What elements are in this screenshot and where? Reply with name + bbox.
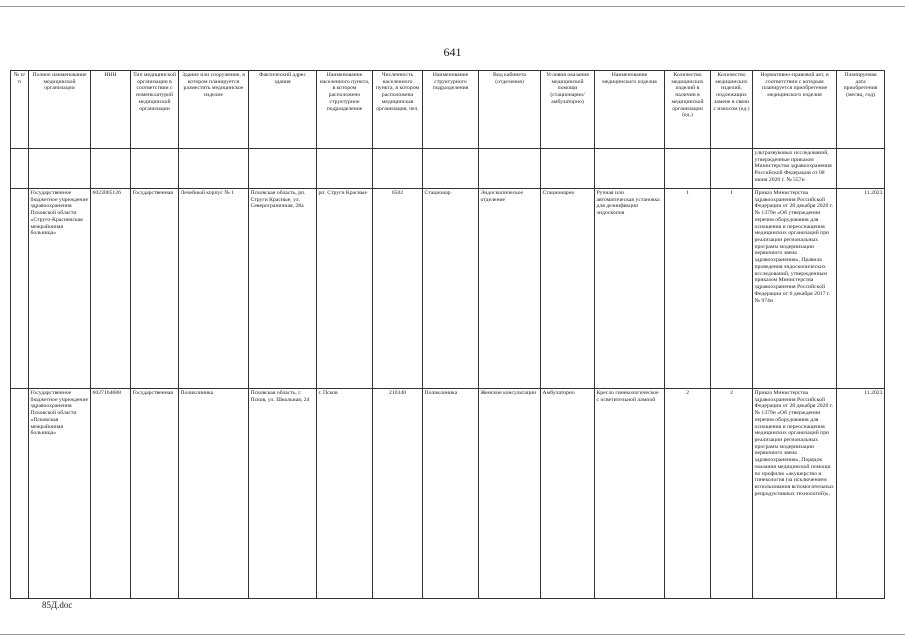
cell-population: 6502 bbox=[373, 189, 423, 389]
cell-qty-replace: 2 bbox=[711, 389, 753, 599]
column-header: Количество медицинских изделий, подлежащих замене в связи с износом (ед.) bbox=[711, 71, 753, 149]
cell-address: Псковская область, г. Псков, ул. Школьная, 24 bbox=[249, 389, 317, 599]
cell-qty-have: 2 bbox=[665, 389, 711, 599]
column-header: Фактический адрес здания bbox=[249, 71, 317, 149]
cell-room: Женские консультации bbox=[479, 389, 541, 599]
cell-building: Поликлиника bbox=[179, 389, 249, 599]
table-row bbox=[11, 189, 885, 389]
cell-device: Ручная или автоматическая установка для дезинфекции эндоскопов bbox=[595, 189, 665, 389]
scan-edge-top bbox=[0, 6, 905, 7]
column-header: № п/п bbox=[11, 71, 29, 149]
cell-room: Эндоскопическое отделение bbox=[479, 189, 541, 389]
cell-act: Приказ Министерства здравоохранения Российской Федерации от 28 декабря 2020 г. № 1379н «Об утверждении перечня оборудования для оснащения и переоснащения медицинских организаций при реализации региональных программ модернизации первичного звена здравоохранения», Правила проведения эндоскопических исследований, утвержденным приказом Министерства здравоохранения Российской Федерации от 6 декабря 2017 г. № 974н bbox=[753, 189, 837, 389]
cell-qty-replace: 1 bbox=[711, 189, 753, 389]
table-row bbox=[11, 389, 885, 599]
column-header: Здание или сооружение, в котором планируется разместить медицинское изделие bbox=[179, 71, 249, 149]
cell-settlement: г. Псков bbox=[317, 389, 373, 599]
column-header: Тип медицинской организации в соответствии с номенклатурой медицинской организации bbox=[131, 71, 179, 149]
column-header: Наименование структурного подразделения bbox=[423, 71, 479, 149]
column-header: Численность населенного пункта, в котором расположена медицинская организация, чел. bbox=[373, 71, 423, 149]
page-number: 641 bbox=[443, 45, 462, 59]
column-header: ИНН bbox=[91, 71, 131, 149]
column-header: Наименование медицинского изделия bbox=[595, 71, 665, 149]
cell-act: Приказ Министерства здравоохранения Российской Федерации от 28 декабря 2020 г. № 1379н «Об утверждении перечня оборудования для оснащения и переоснащения медицинских организаций при реализации региональных программ модернизации первичного звена здравоохранения», Порядок оказания медицинской помощи по профилю «акушерство и гинекология (за исключением использования вспомогательных репродуктивных технологий)», bbox=[753, 389, 837, 599]
column-header: Условия оказания медицинской помощи (стационарно/амбулаторно) bbox=[541, 71, 595, 149]
cell-type: Государственная bbox=[131, 189, 179, 389]
cell-qty-have: 1 bbox=[665, 189, 711, 389]
column-header: Наименование населенного пункта, в котором расположено структурное подразделение bbox=[317, 71, 373, 149]
cell-settlement: рп. Струги Красные bbox=[317, 189, 373, 389]
cell-unit: Стационар bbox=[423, 189, 479, 389]
column-header: Полное наименование медицинской организации bbox=[29, 71, 91, 149]
continuation-cell: ультразвуковых исследований, утвержденные приказом Министерства здравоохранения Российской Федерации от 08 июня 2020 г. № 557н bbox=[753, 149, 837, 189]
continuation-row bbox=[11, 149, 885, 189]
cell-inn: 6027164688 bbox=[91, 389, 131, 599]
cell-conditions: Стационарно bbox=[541, 189, 595, 389]
column-header: Вид кабинета (отделения) bbox=[479, 71, 541, 149]
cell-org: Государственное бюджетное учреждение здравоохранения Псковской области «Струго-Красненская межрайонная больница» bbox=[29, 189, 91, 389]
cell-building: Лечебный корпус № 1 bbox=[179, 189, 249, 389]
cell-num bbox=[11, 389, 29, 599]
scan-edge-bottom bbox=[0, 634, 905, 635]
cell-population: 210340 bbox=[373, 389, 423, 599]
footer-filename: 85Д.doc bbox=[42, 600, 73, 610]
column-header: Нормативно-правовой акт, в соответствии с которым планируется приобретение медицинского изделия bbox=[753, 71, 837, 149]
cell-date: 11.2023 bbox=[837, 389, 885, 599]
cell-date: 11.2023 bbox=[837, 189, 885, 389]
cell-num bbox=[11, 189, 29, 389]
cell-device: Кресло гинекологическое с осветительной лампой bbox=[595, 389, 665, 599]
column-header: Количество медицинских изделий в наличии в медицинской организации (ед.) bbox=[665, 71, 711, 149]
cell-unit: Поликлиника bbox=[423, 389, 479, 599]
cell-inn: 6023005126 bbox=[91, 189, 131, 389]
cell-type: Государственная bbox=[131, 389, 179, 599]
column-header: Планируемая дата приобретения (месяц, год) bbox=[837, 71, 885, 149]
cell-conditions: Амбулаторно bbox=[541, 389, 595, 599]
equipment-table bbox=[10, 70, 885, 599]
cell-org: Государственное бюджетное учреждение здравоохранения Псковской области «Псковская межрайонная больница» bbox=[29, 389, 91, 599]
cell-address: Псковская область, рп. Струги Красные, ул. Северограничная, 28а bbox=[249, 189, 317, 389]
table-header-row bbox=[11, 71, 885, 149]
